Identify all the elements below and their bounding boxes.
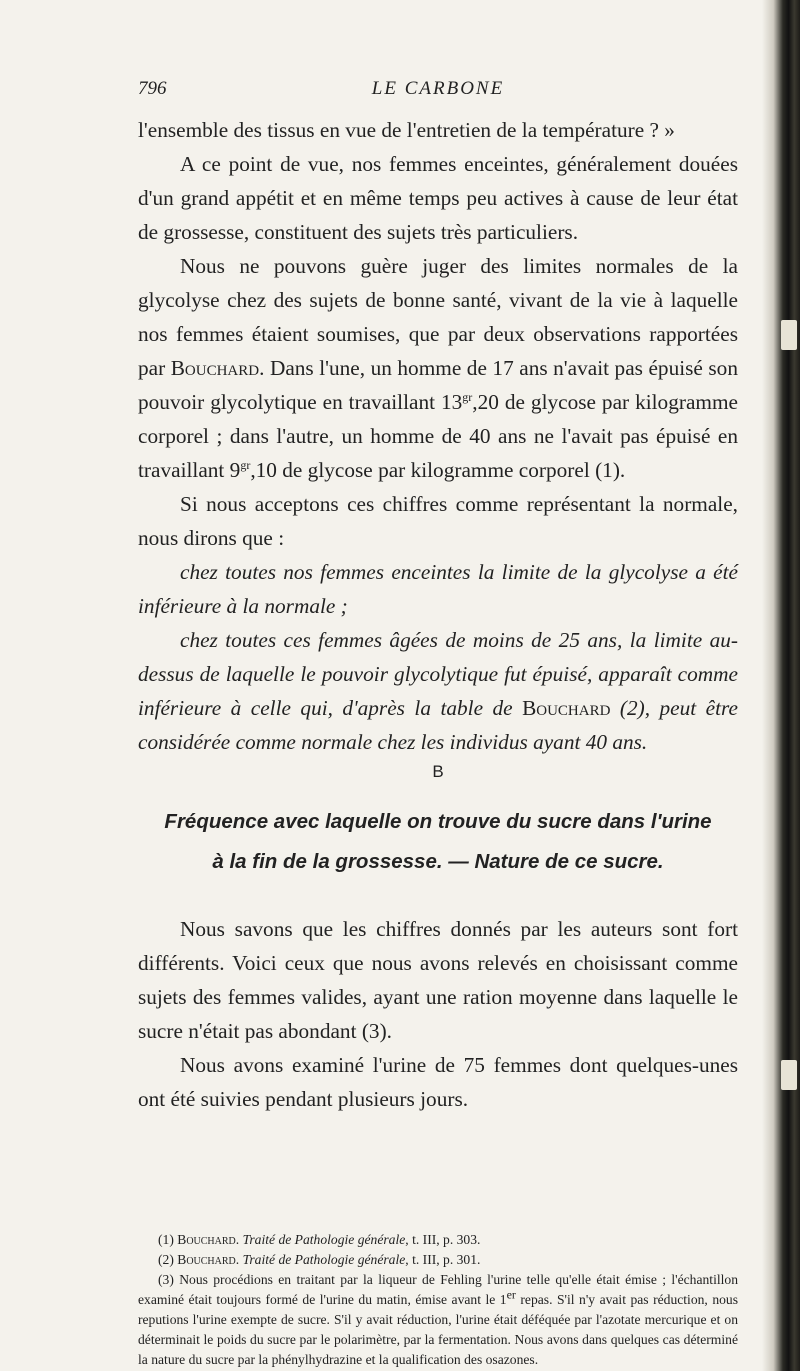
footnote: (2) Bouchard. Traité de Pathologie générale, t. III, p. 301. xyxy=(158,1252,481,1267)
book-edge-shadow xyxy=(762,0,800,1371)
text-run: ,10 de glycose par kilogramme corporel (1). xyxy=(250,458,626,482)
footnote: (1) Bouchard. Traité de Pathologie générale, t. III, p. 303. xyxy=(158,1232,481,1247)
footnote-number: (2) xyxy=(158,1252,178,1267)
text-run: Nous ne pouvons guère juger des limites normales de la glycolyse chez des sujets de bonne santé, vivant de la vie à laquelle nos femmes étaient soumises, que par deux observations rapportées par xyxy=(138,254,738,380)
text-run: (2), peut être considérée comme normale chez les individus ayant 40 ans. xyxy=(138,696,738,754)
footnotes xyxy=(138,1230,738,1370)
body-text-upper xyxy=(138,113,738,759)
section-letter: B xyxy=(432,762,444,781)
section-title-line: à la fin de la grossesse. — Nature de ce sucre. xyxy=(212,850,664,873)
paragraph: A ce point de vue, nos femmes enceintes, généralement douées d'un grand appétit et en même temps peu actives à cause de leur état de grossesse, constituent des sujets très particuliers. xyxy=(138,152,738,244)
paragraph: l'ensemble des tissus en vue de l'entretien de la température ? » xyxy=(138,118,675,142)
unit-superscript: gr xyxy=(240,457,251,472)
page-number: 796 xyxy=(138,78,167,99)
body-text-lower xyxy=(138,912,738,1116)
text-run: ,20 de glycose par kilogramme corporel ; dans l'autre, un homme de 40 ans ne l'avait pas épuisé en travaillant 9 xyxy=(138,390,738,482)
conclusion-paragraph: chez toutes nos femmes enceintes la limite de la glycolyse a été inférieure à la normale ; xyxy=(138,560,738,618)
superscript: er xyxy=(506,1287,516,1302)
author-name: Bouchard xyxy=(170,356,260,380)
book-title: Traité de Pathologie générale xyxy=(242,1252,406,1267)
author-name: Bouchard xyxy=(177,1232,236,1247)
text-run: , t. III, p. 303. xyxy=(405,1232,481,1247)
paragraph: Nous avons examiné l'urine de 75 femmes dont quelques-unes ont été suivies pendant plusieurs jours. xyxy=(138,1053,738,1111)
text-run: , t. III, p. 301. xyxy=(405,1252,481,1267)
author-name: Bouchard xyxy=(177,1252,236,1267)
conclusion-paragraph xyxy=(138,623,738,759)
section-title-line: Fréquence avec laquelle on trouve du sucre dans l'urine xyxy=(164,810,712,833)
text-run: repas. S'il n'y avait pas réduction, nous reputions l'urine exempte de sucre. S'il y avait réduction, l'urine était déféquée par l'azotate mercurique et on déterminait le poids du sucre par le polarimètre, par la fermentation. Nous avons dans quelques cas déterminé la nature du sucre par la phénylhydrazine et la qualification des osazones. xyxy=(138,1292,738,1367)
text-run: (3) Nous procédions en traitant par la liqueur de Fehling l'urine telle qu'elle était émise ; l'échantillon examiné était toujours formé de l'urine du matin, émise avant le 1 xyxy=(138,1272,738,1307)
book-title: Traité de Pathologie générale xyxy=(242,1232,406,1247)
paragraph: Nous savons que les chiffres donnés par les auteurs sont fort différents. Voici ceux que nous avons relevés en choisissant comme sujets des femmes valides, ayant une ration moyenne dans laquelle le sucre n'était pas abondant (3). xyxy=(138,917,738,1043)
unit-superscript: gr xyxy=(462,389,473,404)
page-header xyxy=(138,78,738,108)
page-tab-marker xyxy=(781,320,797,350)
text-run: . Dans l'une, un homme de 17 ans n'avait pas épuisé son pouvoir glycolytique en travaillant 13 xyxy=(138,356,738,414)
paragraph: Si nous acceptons ces chiffres comme représentant la normale, nous dirons que : xyxy=(138,492,738,550)
author-name: Bouchard xyxy=(522,696,611,720)
text-run: chez toutes ces femmes âgées de moins de 25 ans, la limite au-dessus de laquelle le pouvoir glycolytique fut épuisé, apparaît comme inférieure à celle qui, d'après la table de xyxy=(138,628,738,720)
section-title xyxy=(138,802,738,882)
page-tab-marker xyxy=(781,1060,797,1090)
paragraph xyxy=(138,249,738,487)
footnote-number: (1) xyxy=(158,1232,178,1247)
footnote xyxy=(138,1270,738,1370)
running-title: LE CARBONE xyxy=(371,78,505,99)
